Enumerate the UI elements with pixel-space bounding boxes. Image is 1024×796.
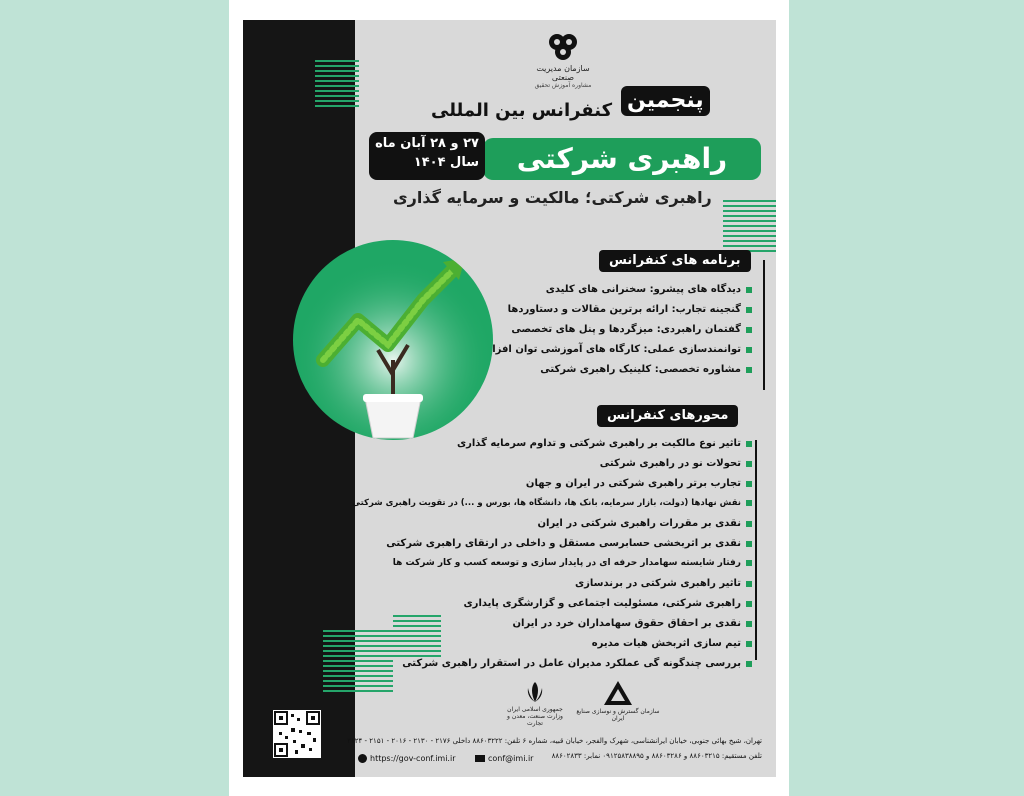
bullet-square-icon	[746, 441, 752, 447]
growth-chart-plant-icon	[293, 240, 493, 440]
partner-right-name: سازمان گسترش و نوسازی صنایع ایران	[576, 708, 660, 722]
iran-emblem-icon	[523, 680, 547, 704]
topic-item: راهبری شرکتی، مسئولیت اجتماعی و گزارشگری پایداری	[464, 598, 752, 609]
date-badge	[369, 132, 485, 180]
program-item: گفتمان راهبردی: میزگردها و پنل های تخصصی	[511, 324, 752, 335]
partner-left-name: جمهوری اسلامی ایران	[507, 706, 563, 713]
website-link[interactable]	[358, 754, 456, 763]
topics-heading: محورهای کنفرانس	[597, 405, 738, 427]
bullet-square-icon	[746, 541, 752, 547]
partner-right	[573, 680, 663, 722]
bullet-square-icon	[746, 347, 752, 353]
website-text: https://gov-conf.imi.ir	[370, 754, 456, 763]
org-logo	[533, 32, 593, 89]
conference-title: کنفرانس بین المللی	[431, 100, 613, 121]
date-line-1: ۲۷ و ۲۸ آبان ماه	[375, 136, 479, 151]
partner-left	[505, 680, 565, 727]
topic-item: بررسی چندگونه گی عملکرد مدیران عامل در استقرار راهبری شرکتی	[402, 658, 752, 669]
growth-plant-image	[293, 240, 493, 440]
bullet-square-icon	[746, 521, 752, 527]
program-item: دیدگاه های پیشرو: سخنرانی های کلیدی	[546, 284, 752, 295]
topic-item: تحولات نو در راهبری شرکتی	[600, 458, 752, 469]
bullet-square-icon	[746, 287, 752, 293]
partner-left-sub: وزارت صنعت، معدن و تجارت	[507, 713, 563, 727]
mail-icon	[475, 755, 485, 762]
idro-logo-icon	[603, 680, 633, 706]
bullet-square-icon	[746, 560, 752, 566]
main-title: راهبری شرکتی	[483, 138, 761, 180]
stripes-top-left	[315, 60, 359, 110]
date-line-2: سال ۱۴۰۴	[413, 155, 479, 170]
footer-address: تهران، شیخ بهائی جنوبی، خیابان ایرانشناسی، شهرک والفجر، خیابان قبیه، شماره ۶ تلفن: ۸۸۶۰۳۲۲۲ داخلی ۲۱۷۶ - ۲۱۳۰ - ۲۰۱۶ - ۲۱۵۱ - ۳۱۲۴	[347, 737, 762, 745]
bullet-square-icon	[746, 601, 752, 607]
topic-item: نقدی بر احقاق حقوق سهامداران خرد در ایران	[512, 618, 752, 629]
topic-item: تیم سازی اثربخش هیات مدیره	[592, 638, 752, 649]
program-item: توانمندسازی عملی: کارگاه های آموزشی توان افزا	[492, 344, 752, 355]
bullet-square-icon	[746, 641, 752, 647]
topic-item: تاثیر نوع مالکیت بر راهبری شرکتی و تداوم سرمایه گذاری	[457, 438, 752, 449]
bullet-square-icon	[746, 581, 752, 587]
subtitle: راهبری شرکتی؛ مالکیت و سرمایه گذاری	[393, 188, 712, 207]
bullet-square-icon	[746, 461, 752, 467]
program-item: مشاوره تخصصی: کلینیک راهبری شرکتی	[540, 364, 752, 375]
topic-item: تجارب برتر راهبری شرکتی در ایران و جهان	[526, 478, 752, 489]
org-sub: مشاوره آموزش تحقیق	[534, 82, 592, 89]
bullet-square-icon	[746, 481, 752, 487]
bullet-square-icon	[746, 327, 752, 333]
bullet-square-icon	[746, 500, 752, 506]
topic-item: نقش نهادها (دولت، بازار سرمایه، بانک ها، دانشگاه ها، بورس و ...) در تقویت راهبری شرکتی	[352, 498, 752, 508]
bullet-square-icon	[746, 621, 752, 627]
globe-icon	[358, 754, 367, 763]
email-text: conf@imi.ir	[488, 754, 534, 763]
stripes-right	[723, 200, 776, 255]
org-name: سازمان مدیریت صنعتی	[536, 64, 590, 82]
bullet-square-icon	[746, 661, 752, 667]
poster	[243, 20, 776, 777]
bullet-square-icon	[746, 367, 752, 373]
programs-heading: برنامه های کنفرانس	[599, 250, 751, 272]
qr-code[interactable]	[273, 710, 321, 758]
bullet-square-icon	[746, 307, 752, 313]
ordinal-badge: پنجمین	[621, 86, 710, 116]
org-logo-icon	[545, 32, 581, 62]
topic-item: نقدی بر اثربخشی حسابرسی مستقل و داخلی در ارتقای راهبری شرکتی	[386, 538, 752, 549]
qr-code-icon	[273, 710, 321, 758]
topic-item: رفتار شایسته سهامدار حرفه ای در پایدار سازی و توسعه کسب و کار شرکت ها	[393, 558, 752, 568]
program-item: گنجینه تجارب: ارائه برترین مقالات و دستاوردها	[508, 304, 752, 315]
footer-phones: تلفن مستقیم: ۸۸۶۰۳۲۱۵ و ۸۸۶۰۳۲۸۶ و ۰۹۱۲۵۸۳۸۸۹۵ نمابر: ۸۸۶۰۲۸۳۳	[551, 752, 762, 760]
email-link[interactable]	[475, 754, 533, 763]
topic-item: تاثیر راهبری شرکتی در برندسازی	[575, 578, 752, 589]
topic-item: نقدی بر مقررات راهبری شرکتی در ایران	[537, 518, 752, 529]
